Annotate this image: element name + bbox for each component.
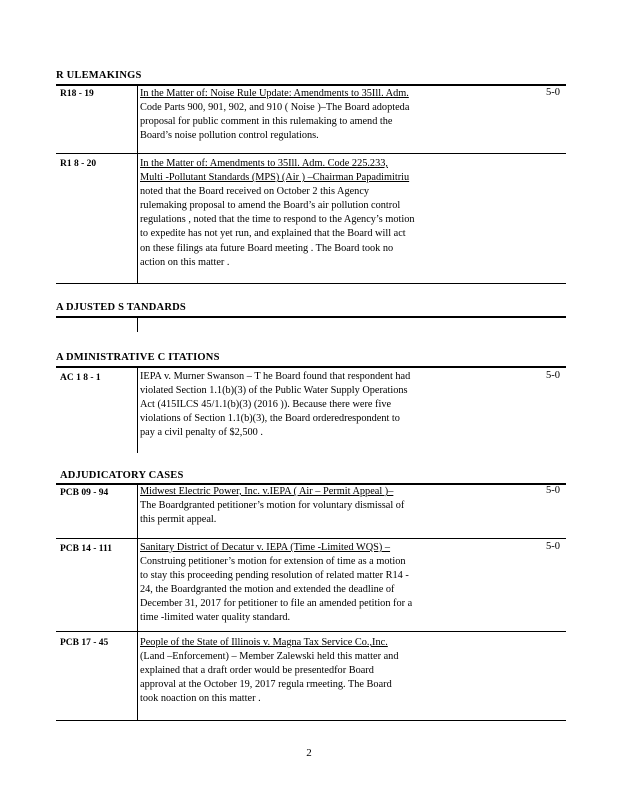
column-divider: [137, 632, 138, 720]
case-text-line: 24, the Boardgranted the motion and extended the deadline of: [140, 584, 395, 596]
case-text-line: violations of Section 1.1(b)(3), the Board orderedrespondent to: [140, 413, 400, 425]
case-text-line: on these filings ata future Board meeting . The Board took no: [140, 242, 394, 254]
section-heading-adjusted-standards: A DJUSTED S TANDARDS: [56, 302, 186, 313]
case-title-line: In the Matter of: Noise Rule Update: Amendments to 35Ill. Adm.: [140, 88, 409, 99]
vote-count: 5-0: [546, 87, 560, 98]
case-text-line: The Boardgranted petitioner’s motion for voluntary dismissal of: [140, 500, 405, 512]
vote-count: 5-0: [546, 485, 560, 496]
case-text-line: regulations , noted that the time to respond to the Agency’s motion: [140, 214, 415, 226]
case-text-line: this permit appeal.: [140, 514, 217, 526]
case-text-line: noted that the Board received on October 2 this Agency: [140, 186, 370, 198]
case-code: PCB 09 - 94: [60, 488, 109, 498]
case-text-line: approval at the October 19, 2017 regula rmeeting. The Board: [140, 679, 392, 691]
case-text-line: proposal for public comment in this rulemaking to amend the: [140, 116, 393, 128]
case-description: [140, 157, 462, 270]
row-divider: [56, 720, 566, 721]
case-text-line: rulemaking proposal to amend the Board’s air pollution control: [140, 200, 401, 212]
case-description: [140, 541, 462, 626]
section-rule: [56, 316, 566, 318]
case-text-line: pay a civil penalty of $2,500 .: [140, 427, 263, 439]
column-divider: [137, 368, 138, 453]
case-text-line: (Land –Enforcement) – Member Zalewski held this matter and: [140, 651, 399, 663]
case-text-line: action on this matter .: [140, 256, 230, 268]
case-description: [140, 636, 462, 706]
case-text-line: Code Parts 900, 901, 902, and 910 ( Noise )–The Board adopteda: [140, 102, 410, 114]
row-divider: [56, 283, 566, 284]
column-divider: [137, 539, 138, 631]
section-heading-adjudicatory-cases: ADJUDICATORY CASES: [60, 470, 184, 481]
case-text-line: Board’s noise pollution control regulations.: [140, 130, 319, 142]
column-divider: [137, 318, 138, 332]
vote-count: 5-0: [546, 541, 560, 552]
case-title-line: In the Matter of: Amendments to 35Ill. Adm. Code 225.233,: [140, 158, 388, 169]
case-title-line: Sanitary District of Decatur v. IEPA (Time -Limited WQS) –: [140, 542, 391, 553]
case-text-line: time -limited water quality standard.: [140, 612, 291, 624]
case-code: PCB 17 - 45: [60, 638, 109, 648]
section-heading-administrative-citations: A DMINISTRATIVE C ITATIONS: [56, 352, 220, 363]
section-heading-rulemakings: R ULEMAKINGS: [56, 70, 142, 81]
case-description: [140, 485, 462, 527]
column-divider: [137, 154, 138, 283]
case-text-line: Act (415ILCS 45/1.1(b)(3) (2016 )). Because there were five: [140, 399, 392, 411]
row-divider: [56, 153, 566, 154]
vote-count: 5-0: [546, 370, 560, 381]
case-code: PCB 14 - 111: [60, 544, 112, 554]
case-text-line: to stay this proceeding pending resolution of related matter R14 -: [140, 570, 409, 582]
row-divider: [56, 538, 566, 539]
case-text-line: December 31, 2017 for petitioner to file an amended petition for a: [140, 598, 413, 610]
row-divider: [56, 631, 566, 632]
case-text-line: violated Section 1.1(b)(3) of the Public Water Supply Operations: [140, 385, 408, 397]
case-title-line: People of the State of Illinois v. Magna Tax Service Co.,Inc.: [140, 637, 388, 648]
case-text-line: Construing petitioner’s motion for extension of time as a motion: [140, 556, 406, 568]
page-number: 2: [306, 747, 312, 759]
case-text-line: explained that a draft order would be presentedfor Board: [140, 665, 374, 677]
case-code: AC 1 8 - 1: [60, 373, 101, 383]
case-code: R1 8 - 20: [60, 159, 97, 169]
case-title-line: Midwest Electric Power, Inc. v.IEPA ( Air – Permit Appeal )–: [140, 486, 394, 497]
case-text-line: took noaction on this matter .: [140, 693, 261, 705]
column-divider: [137, 85, 138, 153]
column-divider: [137, 485, 138, 538]
case-text-line: to expedite has not yet run, and explained that the Board will act: [140, 228, 406, 240]
case-description: [140, 87, 462, 143]
case-description: [140, 370, 462, 440]
case-title-line: Multi -Pollutant Standards (MPS) (Air ) –Chairman Papadimitriu: [140, 172, 410, 184]
case-code: R18 - 19: [60, 89, 94, 99]
section-rule: [56, 366, 566, 368]
case-text-line: IEPA v. Murner Swanson – T he Board found that respondent had: [140, 371, 411, 382]
section-rule: [56, 84, 566, 86]
